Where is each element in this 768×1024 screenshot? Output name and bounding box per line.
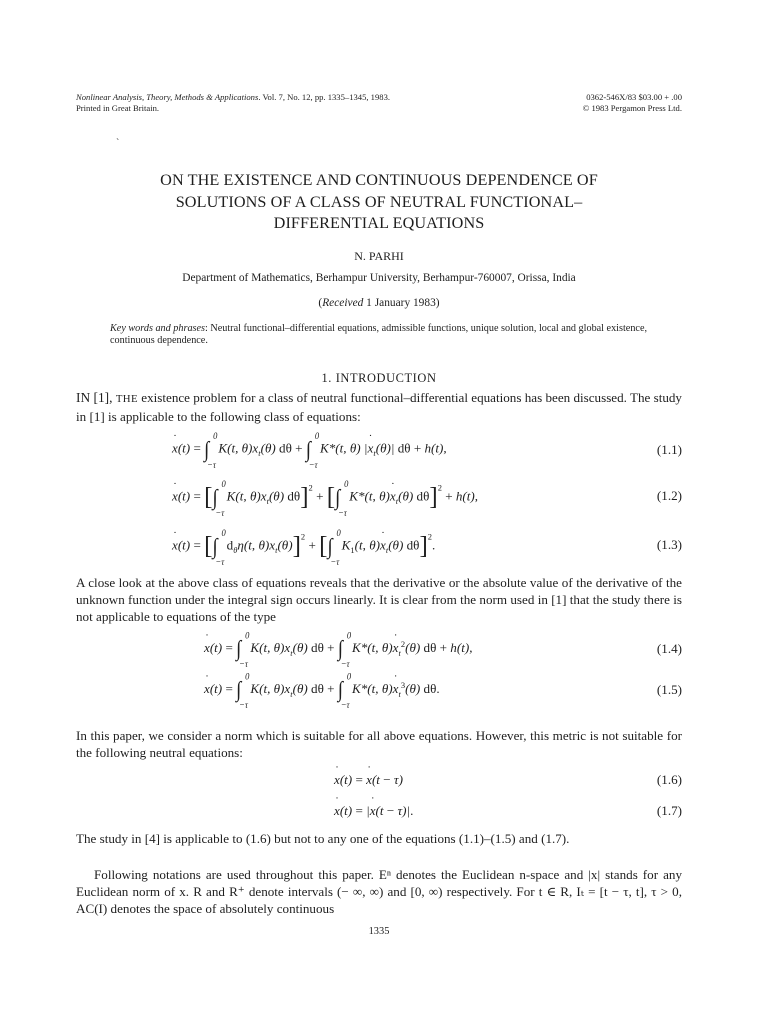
author-affiliation: Department of Mathematics, Berhampur University, Berhampur-760007, Orissa, India — [182, 272, 576, 284]
keywords-text: : Neutral functional–differential equations, admissible functions, unique solution, local and global existence, continuous dependence. — [110, 323, 648, 346]
keywords-label: Key words and phrases — [110, 323, 205, 334]
copyright: © 1983 Pergamon Press Ltd. — [582, 103, 682, 113]
title-line-3: DIFFERENTIAL EQUATIONS — [273, 214, 485, 232]
equation-number: (1.4) — [656, 641, 682, 656]
equation-1-6: ˙ x(t) = ˙ x(t − τ) (1.6) — [76, 765, 682, 795]
equation-number: (1.3) — [656, 537, 682, 552]
intro-paragraph-4: The study in [4] is applicable to (1.6) but not to any one of the equations (1.1)–(1.5) and (1.7). — [76, 831, 570, 846]
journal-code: 0362-546X/83 $03.00 + .00 — [586, 92, 682, 102]
equation-number: (1.7) — [656, 803, 682, 818]
equation-1-7: ˙ x(t) = |˙ x(t − τ)|. (1.7) — [76, 796, 682, 826]
intro-paragraph-5: Following notations are used throughout this paper. Eⁿ denotes the Euclidean n-space and |x| stands for any Euclidean norm of x. R and R⁺ denote intervals (− ∞, ∞) and [0, ∞) respectively. For t ∈ R, Iₜ = [t − τ, t], τ > 0, AC(I) denotes the space of absolutely continuous — [76, 867, 682, 916]
journal-volume: . Vol. 7, No. 12, pp. 1335–1345, 1983. — [258, 92, 391, 102]
equation-1-3: ˙ x(t) = [∫ 0 −τ $d_\theta\eta(t$, $\theta)x_t(\theta)]^2$ + [∫ 0 −τ $K_1(t$, θ)˙ $x_t(\theta)$ dθ]$^2$. (1.3) — [76, 527, 682, 563]
journal-name: Nonlinear Analysis, Theory, Methods & Applications — [76, 92, 259, 102]
intro-paragraph-2: A close look at the above class of equations reveals that the derivative or the absolute value of the derivative of the unknown function under the integral sign occurs linearly. It is clear from the norm used in [1] that the study there is not applicable to equations of the type — [76, 575, 682, 624]
section-heading: 1. INTRODUCTION — [321, 371, 437, 385]
equation-1-2: ˙ x(t) = [∫ 0 −τ K(t, $\theta)x_t(\theta)$ dθ]$^2$ + [∫ 0 −τ K*(t, θ)˙ $x_t(\theta) d\theta]^2 + h(t)$, (1.2) — [76, 478, 682, 514]
equation-number: (1.1) — [656, 442, 682, 457]
equation-1-1: ˙ x(t) = ∫ 0 −τ K(t, $\theta)x_t(\theta)$ dθ + ∫ 0 −τ K*(t, θ) |˙ $x_t(\theta)|$ dθ + h(t), (1.1) — [76, 432, 682, 468]
received-date: (Received 1 January 1983) — [318, 297, 440, 309]
page-number: 1335 — [368, 926, 390, 937]
intro-paragraph-3: In this paper, we consider a norm which is suitable for all above equations. However, this metric is not suitable for the following neutral equations: — [76, 728, 682, 760]
author-name: N. PARHI — [354, 249, 404, 263]
header-left — [76, 92, 390, 114]
equation-1-4: ˙ x(t) = ∫ 0 −τ K(t, $\theta)x_t(\theta)$ dθ + ∫ 0 −τ K*(t, θ)˙ $x_t^2(\theta) d\theta + h(t)$, (1.4) — [76, 631, 682, 667]
equation-number: (1.6) — [656, 772, 682, 787]
equation-1-5: ˙ x(t) = ∫ 0 −τ K(t, $\theta)x_t(\theta)$ dθ + ∫ 0 −τ K*(t, θ)˙ $x_t^3(\theta)$ dθ. (1.5) — [76, 672, 682, 708]
equation-number: (1.5) — [656, 682, 682, 697]
header-right — [583, 92, 682, 114]
stray-mark: ` — [116, 138, 120, 149]
title-line-1: ON THE EXISTENCE AND CONTINUOUS DEPENDENCE OF — [160, 171, 598, 189]
intro-paragraph-1: IN [1], THE existence problem for a class of neutral functional–differential equations has been discussed. The study in [1] is applicable to the following class of equations: — [76, 390, 682, 424]
printed-location: Printed in Great Britain. — [76, 103, 160, 113]
keywords — [110, 323, 682, 347]
title-line-2: SOLUTIONS OF A CLASS OF NEUTRAL FUNCTIONAL– — [175, 192, 583, 211]
paper-title — [76, 170, 682, 235]
equation-number: (1.2) — [656, 488, 682, 503]
